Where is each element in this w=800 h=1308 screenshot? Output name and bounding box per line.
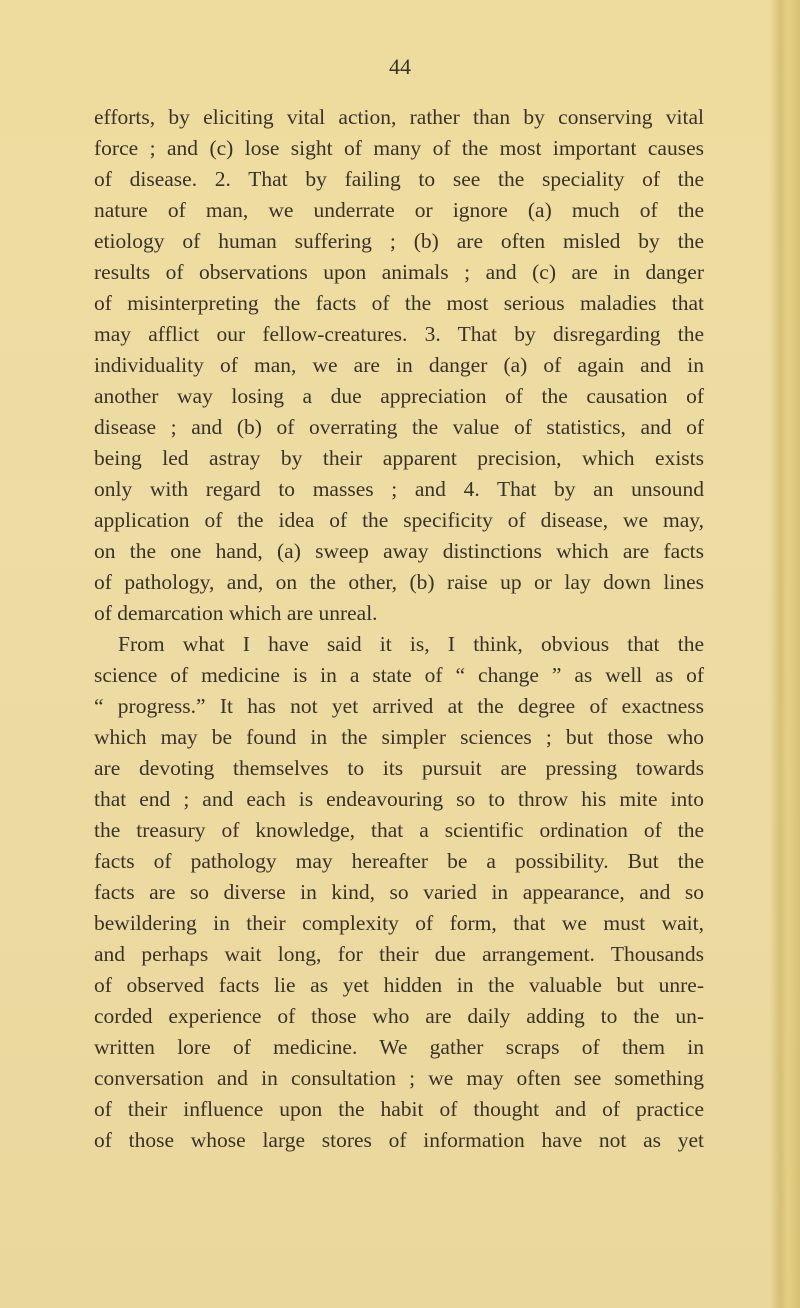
text-line: conversation and in consultation ; we may often see something bbox=[94, 1066, 704, 1090]
text-line: application of the idea of the specificity of disease, we may, bbox=[94, 508, 704, 532]
text-line: facts are so diverse in kind, so varied in appearance, and so bbox=[94, 880, 704, 904]
text-line: facts of pathology may hereafter be a possibility. But the bbox=[94, 849, 704, 873]
text-line: force ; and (c) lose sight of many of the most important causes bbox=[94, 136, 704, 160]
text-line: another way losing a due appreciation of the causation of bbox=[94, 384, 704, 408]
text-line: written lore of medicine. We gather scraps of them in bbox=[94, 1035, 704, 1059]
body-text bbox=[94, 102, 704, 1156]
text-line: on the one hand, (a) sweep away distinctions which are facts bbox=[94, 539, 704, 563]
text-line: etiology of human suffering ; (b) are often misled by the bbox=[94, 229, 704, 253]
text-line: of disease. 2. That by failing to see the speciality of the bbox=[94, 167, 704, 191]
text-line: efforts, by eliciting vital action, rather than by conserving vital bbox=[94, 105, 704, 129]
text-line: may afflict our fellow-creatures. 3. That by disregarding the bbox=[94, 322, 704, 346]
text-line: of their influence upon the habit of thought and of practice bbox=[94, 1097, 704, 1121]
text-line: that end ; and each is endeavouring so to throw his mite into bbox=[94, 787, 704, 811]
text-line: disease ; and (b) of overrating the value of statistics, and of bbox=[94, 415, 704, 439]
text-line: are devoting themselves to its pursuit are pressing towards bbox=[94, 756, 704, 780]
text-line: individuality of man, we are in danger (a) of again and in bbox=[94, 353, 704, 377]
text-line: which may be found in the simpler sciences ; but those who bbox=[94, 725, 704, 749]
text-line: of misinterpreting the facts of the most serious maladies that bbox=[94, 291, 704, 315]
text-line: nature of man, we underrate or ignore (a) much of the bbox=[94, 198, 704, 222]
text-line: “ progress.” It has not yet arrived at the degree of exactness bbox=[94, 694, 704, 718]
text-line: and perhaps wait long, for their due arrangement. Thousands bbox=[94, 942, 704, 966]
text-line: of observed facts lie as yet hidden in the valuable but unre- bbox=[94, 973, 704, 997]
text-line: the treasury of knowledge, that a scientific ordination of the bbox=[94, 818, 704, 842]
text-line: science of medicine is in a state of “ change ” as well as of bbox=[94, 663, 704, 687]
paragraph-start-line: From what I have said it is, I think, obvious that the bbox=[118, 632, 704, 656]
text-line: corded experience of those who are daily adding to the un- bbox=[94, 1004, 704, 1028]
text-line: bewildering in their complexity of form, that we must wait, bbox=[94, 911, 704, 935]
text-line: of pathology, and, on the other, (b) raise up or lay down lines bbox=[94, 570, 704, 594]
text-line: only with regard to masses ; and 4. That by an unsound bbox=[94, 477, 704, 501]
text-line: of those whose large stores of information have not as yet bbox=[94, 1128, 704, 1152]
text-line: being led astray by their apparent precision, which exists bbox=[94, 446, 704, 470]
paragraph-end-line: of demarcation which are unreal. bbox=[94, 601, 378, 625]
text-line: results of observations upon animals ; and (c) are in danger bbox=[94, 260, 704, 284]
page-number: 44 bbox=[389, 54, 411, 79]
